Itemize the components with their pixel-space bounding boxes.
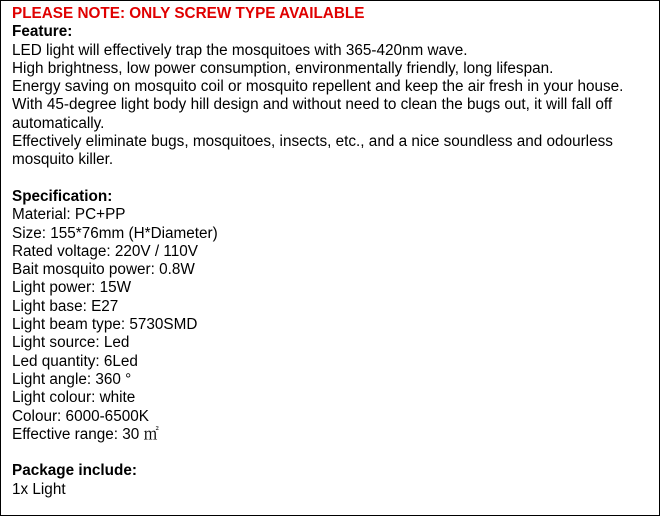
spec-item: Light beam type: 5730SMD — [12, 316, 198, 334]
spec-item: Light colour: white — [12, 389, 136, 407]
screw-type-notice: PLEASE NOTE: ONLY SCREW TYPE AVAILABLE — [12, 5, 365, 22]
specification-heading: Specification: — [12, 187, 113, 205]
spec-item: Rated voltage: 220V / 110V — [12, 242, 198, 260]
spec-item: Material: PC+PP — [12, 206, 126, 224]
spec-item: Size: 155*76mm (H*Diameter) — [12, 224, 218, 242]
feature-heading: Feature: — [12, 23, 73, 41]
specification-section — [12, 188, 657, 444]
feature-section — [12, 23, 657, 169]
package-heading: Package include: — [12, 462, 137, 480]
spec-item: Colour: 6000-6500K — [12, 407, 149, 425]
feature-line: LED light will effectively trap the mosquitoes with 365-420nm wave. — [12, 41, 468, 59]
product-description — [12, 5, 657, 499]
package-item: 1x Light — [12, 480, 66, 498]
spec-item: Light angle: 360 ° — [12, 370, 132, 388]
section-spacer — [12, 444, 657, 462]
spec-item: Effective range: 30 ㎡ — [12, 425, 159, 443]
spec-item: Light power: 15W — [12, 279, 132, 297]
feature-line: Energy saving on mosquito coil or mosquito repellent and keep the air fresh in your house. — [12, 78, 624, 96]
feature-line: With 45-degree light body hill design and without need to clean the bugs out, it will fall off automatically. — [12, 96, 613, 132]
section-spacer — [12, 170, 657, 188]
feature-line: High brightness, low power consumption, environmentally friendly, long lifespan. — [12, 59, 554, 77]
package-section — [12, 462, 657, 499]
spec-item: Led quantity: 6Led — [12, 352, 138, 370]
feature-line: Effectively eliminate bugs, mosquitoes, insects, etc., and a nice soundless and odourless mosquito killer. — [12, 133, 613, 169]
spec-item: Bait mosquito power: 0.8W — [12, 261, 195, 279]
spec-item: Light base: E27 — [12, 297, 119, 315]
spec-item: Light source: Led — [12, 334, 130, 352]
